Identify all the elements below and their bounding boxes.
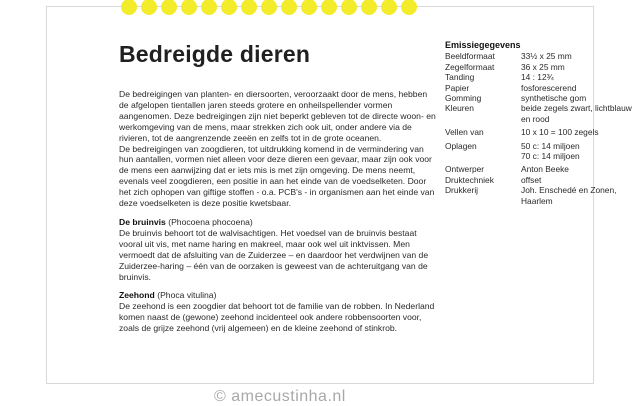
- issue-data-value: 14 : 12¾: [521, 72, 554, 83]
- perforation-dot: [221, 0, 237, 15]
- perforation-dot: [261, 0, 277, 15]
- issue-data-label: Ontwerper: [445, 164, 485, 175]
- perforation-dot: [281, 0, 297, 15]
- perforation-dot: [381, 0, 397, 15]
- issue-data-row: [445, 151, 641, 161]
- issue-data-label: Beeldformaat: [445, 51, 495, 62]
- page-title: Bedreigde dieren: [119, 41, 311, 67]
- stamp-perforation-edge: [121, 0, 421, 17]
- issue-data-row: [445, 141, 641, 151]
- issue-data-value: Anton Beeke: [521, 164, 569, 175]
- issue-data-label: Oplagen: [445, 140, 477, 151]
- perforation-dot: [341, 0, 357, 15]
- perforation-dot: [161, 0, 177, 15]
- intro-paragraph-1: De bedreigingen van planten- en diersoorten, veroorzaakt door de mens, hebben de afgelopen tientallen jaren steeds grotere en onheilspellender vormen aangenomen. Deze bedreigingen zijn niet beperkt gebleven tot de directe woon- en werkomgeving van de mens, maar strekken zich ook uit, onder andere via de rivieren, tot de aangrenzende zeeën en zelfs tot in de grote oceanen.: [119, 89, 436, 143]
- perforation-dot: [141, 0, 157, 15]
- issue-data-row: [445, 51, 641, 61]
- section-text-zeehond: De zeehond is een zoogdier dat behoort tot de familie van de robben. In Nederland komen naast de (gewone) zeehond incidenteel ook andere robbensoorten voor, zoals de grijze zeehond (vrij algemeen) en de kleine zeehond of stinkrob.: [119, 301, 435, 334]
- issue-data-value: synthetische gom: [521, 93, 587, 104]
- issue-data-label: Druktechniek: [445, 174, 494, 185]
- issue-data-label: Papier: [445, 82, 470, 93]
- issue-data-row: [445, 185, 641, 206]
- issue-data-row: [445, 62, 641, 72]
- perforation-dot: [181, 0, 197, 15]
- issue-data-label: Drukkerij: [445, 185, 479, 196]
- section-heading-zeehond: [119, 290, 439, 301]
- article-body: [119, 89, 439, 334]
- perforation-dot: [241, 0, 257, 15]
- section-text-bruinvis: De bruinvis behoort tot de walvisachtigen. Het voedsel van de bruinvis bestaat vooral uit vis, met name haring en makreel, maar ook wel uit inktvissen. Men vermoedt dat de afsluiting van de Zuiderzee – en daardoor het verdwijnen van de Zuiderzee-haring – één van de oorzaken is geweest van de achteruitgang van de bruinvis.: [119, 227, 429, 282]
- issue-data-label: Tanding: [445, 72, 475, 83]
- section-heading-bruinvis: [119, 217, 439, 228]
- issue-data-value: 50 c: 14 miljoen: [521, 140, 580, 151]
- issue-data-label: [445, 151, 521, 161]
- perforation-dot: [201, 0, 217, 15]
- issue-data-label: Gomming: [445, 93, 482, 104]
- issue-data-row: [445, 164, 641, 174]
- issue-data-value: 10 x 10 = 100 zegels: [521, 127, 599, 138]
- issue-data-row: [445, 72, 641, 82]
- issue-data-row: [445, 103, 641, 124]
- issue-data-label: Vellen van: [445, 127, 484, 138]
- issue-data-value: 70 c: 14 miljoen: [521, 151, 580, 162]
- section-latin-name: (Phoca vitulina): [157, 290, 217, 301]
- perforation-dot: [401, 0, 417, 15]
- perforation-dot: [301, 0, 317, 15]
- intro-paragraph-2: De bedreigingen van zoogdieren, tot uitdrukking komend in de vermindering van hun aantallen, vormen niet alleen voor deze dieren een gevaar, maar zijn ook voor de mens een aanwijzing dat er iets mis is met zijn omgeving. De mens neemt, evenals veel zoogdieren, een positie in aan het einde van de voedselketen. Door het zich ophopen van giftige stoffen - o.a. PCB's - in organismen aan het einde van deze voedselketen is deze positie kwetsbaar.: [119, 143, 435, 209]
- section-name: De bruinvis: [119, 216, 166, 227]
- issue-data-value: Joh. Enschedé en Zonen, Haarlem: [521, 185, 617, 206]
- issue-data-row: [445, 127, 641, 137]
- perforation-dot: [361, 0, 377, 15]
- issue-data-value: fosforescerend: [521, 82, 577, 93]
- perforation-dot: [121, 0, 137, 15]
- section-name: Zeehond: [119, 290, 155, 301]
- issue-data-list: [445, 51, 641, 206]
- issue-data-value: 36 x 25 mm: [521, 61, 565, 72]
- issue-data-value: 33½ x 25 mm: [521, 51, 572, 62]
- issue-data-row: [445, 83, 641, 93]
- issue-data-row: [445, 93, 641, 103]
- watermark: © amecustinha.nl: [214, 388, 346, 405]
- first-day-card: [46, 6, 632, 384]
- issue-data-label: Kleuren: [445, 103, 474, 114]
- issue-data-value: offset: [521, 174, 542, 185]
- issue-data-heading: Emissiegegevens: [445, 40, 521, 50]
- issue-data-value: beide zegels zwart, lichtblauw en rood: [521, 103, 632, 124]
- issue-data-row: [445, 175, 641, 185]
- issue-data-label: Zegelformaat: [445, 61, 495, 72]
- issue-data-panel: [445, 40, 641, 206]
- section-latin-name: (Phocoena phocoena): [168, 216, 253, 227]
- perforation-dot: [321, 0, 337, 15]
